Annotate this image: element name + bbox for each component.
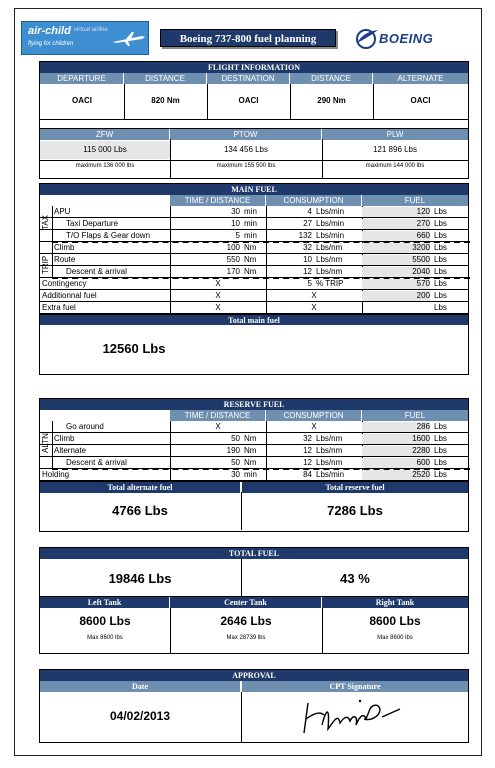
main-row	[40, 206, 468, 218]
reserve-time-distance-unit: Nm	[244, 446, 257, 455]
approval-section	[39, 669, 469, 743]
date-header: Date	[40, 681, 240, 692]
main-fuel-number: 660	[362, 231, 430, 241]
total-alternate-fuel-label: Total alternate fuel	[40, 482, 240, 493]
main-label: Contingency	[42, 279, 87, 288]
main-row	[40, 302, 468, 314]
main-consumption-number: 12	[303, 267, 312, 276]
main-time-distance-unit: min	[244, 219, 257, 228]
main-consumption-number: 5	[307, 279, 312, 288]
reserve-consumption-number: 32	[303, 434, 312, 443]
main-fuel-table	[40, 206, 468, 314]
reserve-fuel-unit: Lbs	[434, 470, 447, 479]
main-label: Extra fuel	[42, 303, 76, 312]
alternate-group-label: ALTN	[41, 433, 50, 453]
reserve-fuel-header: FUEL	[362, 410, 468, 421]
reserve-row	[40, 433, 468, 445]
reserve-label: Alternate	[54, 446, 87, 455]
main-consumption-unit: Lbs/min	[316, 219, 345, 228]
main-time-distance-number: 30	[231, 207, 240, 216]
reserve-consumption-header: CONSUMPTION	[266, 410, 362, 421]
reserve-fuel-table	[40, 421, 468, 481]
main-label: Additionnal fuel	[42, 291, 97, 300]
main-fuel-number: 120	[362, 207, 430, 217]
main-fuel-number: 270	[362, 219, 430, 229]
main-row	[40, 278, 468, 290]
main-time-distance-unit: min	[244, 207, 257, 216]
main-row	[40, 254, 468, 266]
left-tank-max: Max 8600 lbs	[87, 635, 123, 641]
main-time-distance-unit: Nm	[244, 255, 257, 264]
reserve-fuel-unit: Lbs	[434, 422, 447, 431]
air-child-logo: air-child virtual airline flying for children	[21, 21, 149, 55]
main-label: APU	[54, 207, 71, 216]
reserve-label: Go around	[66, 422, 104, 431]
main-label: Route	[54, 255, 76, 264]
plw-max: maximum 144 000 lbs	[365, 163, 425, 169]
center-tank-max: Max 28739 lbs	[226, 635, 266, 641]
total-fuel-title: TOTAL FUEL	[40, 548, 468, 559]
reserve-time-distance-number: 50	[231, 434, 240, 443]
taxi-group-label: TAX	[41, 215, 50, 230]
main-consumption-unit: Lbs/nm	[316, 267, 343, 276]
reserve-time-distance-number: 50	[231, 458, 240, 467]
main-consumption-number: 132	[298, 231, 312, 240]
alternate-distance-value: 290 Nm	[317, 96, 346, 105]
departure-value: OACI	[72, 96, 92, 105]
main-time-distance-number: 5	[235, 231, 240, 240]
boeing-logo: BOEING	[355, 27, 480, 51]
main-fuel-unit: Lbs	[434, 231, 447, 240]
main-label: Climb	[54, 243, 75, 252]
main-time-distance-unit: Nm	[244, 267, 257, 276]
flight-information-section	[39, 61, 469, 179]
reserve-fuel-unit: Lbs	[434, 446, 447, 455]
distance-alt-header: DISTANCE	[290, 73, 373, 84]
reserve-fuel-number: 2520	[362, 470, 430, 480]
center-tank-header: Center Tank	[170, 597, 322, 608]
main-time-distance-number: 550	[226, 255, 240, 264]
main-fuel-unit: Lbs	[434, 207, 447, 216]
reserve-time-distance-number: X	[215, 422, 221, 431]
main-fuel-unit: Lbs	[434, 279, 447, 288]
main-time-distance-number: X	[215, 291, 221, 300]
signature-header: CPT Signature	[242, 681, 468, 692]
reserve-fuel-number: 1600	[362, 434, 430, 444]
alternate-header: ALTERNATE	[373, 73, 468, 84]
main-row	[40, 290, 468, 302]
plw-value: 121 896 Lbs	[372, 145, 418, 154]
captain-signature	[300, 695, 410, 739]
reserve-fuel-unit: Lbs	[434, 458, 447, 467]
airplane-icon	[112, 30, 146, 48]
ptow-max: maximum 155 500 lbs	[216, 163, 276, 169]
main-consumption-unit: Lbs/nm	[316, 255, 343, 264]
main-fuel-unit: Lbs	[434, 243, 447, 252]
fuel-planning-sheet	[14, 8, 482, 756]
reserve-time-distance-unit: Nm	[244, 458, 257, 467]
main-fuel-number: 200	[362, 291, 430, 301]
departure-header: DEPARTURE	[40, 73, 124, 84]
left-tank-value: 8600 Lbs	[79, 614, 131, 628]
distance-header: DISTANCE	[124, 73, 207, 84]
trip-group-label: TRIP	[41, 255, 50, 274]
approval-date-value: 04/02/2013	[109, 709, 171, 723]
main-fuel-header: FUEL	[362, 195, 468, 206]
reserve-time-distance-number: 30	[231, 470, 240, 479]
main-label: Taxi Departure	[66, 219, 119, 228]
zfw-max: maximum 136 000 lbs	[75, 163, 135, 169]
reserve-row	[40, 469, 468, 481]
reserve-consumption-number: 84	[303, 470, 312, 479]
reserve-label: Climb	[54, 434, 75, 443]
plw-header: PLW	[322, 129, 468, 140]
reserve-row	[40, 445, 468, 457]
total-fuel-section	[39, 547, 469, 654]
main-fuel-title: MAIN FUEL	[40, 184, 468, 195]
main-consumption-unit: Lbs/nm	[316, 243, 343, 252]
main-time-distance-number: 170	[226, 267, 240, 276]
right-tank-value: 8600 Lbs	[369, 614, 421, 628]
main-fuel-unit: Lbs	[434, 219, 447, 228]
left-tank-header: Left Tank	[40, 597, 170, 608]
total-fuel-percent: 43 %	[340, 571, 370, 586]
zfw-header: ZFW	[40, 129, 170, 140]
right-tank-header: Right Tank	[322, 597, 468, 608]
main-fuel-section	[39, 183, 469, 375]
approval-title: APPROVAL	[40, 670, 468, 681]
reserve-fuel-number: 286	[362, 422, 430, 432]
destination-value: OACI	[238, 96, 259, 105]
main-consumption-number: X	[311, 291, 317, 300]
main-time-distance-number: 10	[231, 219, 240, 228]
main-fuel-unit: Lbs	[434, 303, 447, 312]
main-time-distance-header: TIME / DISTANCE	[170, 195, 266, 206]
main-time-distance-unit: min	[244, 231, 257, 240]
reserve-time-distance-unit: min	[244, 470, 257, 479]
main-consumption-number: 32	[303, 243, 312, 252]
reserve-row	[40, 421, 468, 433]
reserve-fuel-number: 2280	[362, 446, 430, 456]
main-consumption-number: 10	[303, 255, 312, 264]
boeing-symbol-icon	[355, 27, 379, 51]
header	[15, 17, 481, 53]
reserve-fuel-section	[39, 398, 469, 532]
main-label: T/O Flaps & Gear down	[66, 231, 151, 240]
ptow-value: 134 456 Lbs	[223, 145, 269, 154]
reserve-fuel-title: RESERVE FUEL	[40, 399, 468, 410]
ptow-header: PTOW	[170, 129, 322, 140]
main-time-distance-number: 100	[226, 243, 240, 252]
flight-information-title: FLIGHT INFORMATION	[40, 62, 468, 73]
center-tank-value: 2646 Lbs	[220, 614, 272, 628]
main-fuel-number: 3200	[362, 243, 430, 253]
main-fuel-unit: Lbs	[434, 255, 447, 264]
reserve-time-distance-header: TIME / DISTANCE	[170, 410, 266, 421]
main-row	[40, 242, 468, 254]
main-fuel-unit: Lbs	[434, 291, 447, 300]
reserve-consumption-number: 12	[303, 446, 312, 455]
main-consumption-unit: Lbs/min	[316, 207, 345, 216]
reserve-consumption-number: X	[311, 422, 317, 431]
main-consumption-header: CONSUMPTION	[266, 195, 362, 206]
reserve-label: Descent & arrival	[66, 458, 127, 467]
main-fuel-number: 570	[362, 279, 430, 289]
main-consumption-number: X	[311, 303, 317, 312]
reserve-consumption-unit: Lbs/nm	[316, 446, 343, 455]
reserve-consumption-unit: Lbs/nm	[316, 458, 343, 467]
main-consumption-unit: Lbs/min	[316, 231, 345, 240]
main-consumption-number: 4	[307, 207, 312, 216]
main-time-distance-unit: Nm	[244, 243, 257, 252]
total-fuel-value: 19846 Lbs	[108, 571, 172, 586]
main-time-distance-number: X	[215, 303, 221, 312]
reserve-label: Holding	[42, 470, 70, 479]
total-reserve-fuel-value: 7286 Lbs	[327, 503, 383, 518]
reserve-consumption-number: 12	[303, 458, 312, 467]
reserve-fuel-number: 600	[362, 458, 430, 468]
reserve-time-distance-unit: Nm	[244, 434, 257, 443]
total-reserve-fuel-label: Total reserve fuel	[242, 482, 468, 493]
alternate-value: OACI	[410, 96, 431, 105]
main-fuel-unit: Lbs	[434, 267, 447, 276]
main-consumption-unit: % TRIP	[316, 279, 344, 288]
destination-header: DESTINATION	[207, 73, 290, 84]
main-time-distance-number: X	[215, 279, 221, 288]
total-main-fuel-label: Total main fuel	[40, 314, 468, 325]
main-fuel-number: 5500	[362, 255, 430, 265]
main-label: Descent & arrival	[66, 267, 127, 276]
main-row	[40, 218, 468, 230]
main-fuel-number: 2040	[362, 267, 430, 277]
main-consumption-number: 27	[303, 219, 312, 228]
reserve-fuel-unit: Lbs	[434, 434, 447, 443]
reserve-consumption-unit: Lbs/min	[316, 470, 345, 479]
distance-value: 820 Nm	[151, 96, 180, 105]
reserve-consumption-unit: Lbs/nm	[316, 434, 343, 443]
right-tank-max: Max 8600 lbs	[377, 635, 413, 641]
zfw-value: 115 000 Lbs	[40, 141, 170, 159]
document-title: Boeing 737-800 fuel planning	[160, 29, 336, 47]
total-alternate-fuel-value: 4766 Lbs	[112, 503, 168, 518]
reserve-time-distance-number: 190	[226, 446, 240, 455]
total-main-fuel-value: 12560 Lbs	[102, 341, 166, 356]
